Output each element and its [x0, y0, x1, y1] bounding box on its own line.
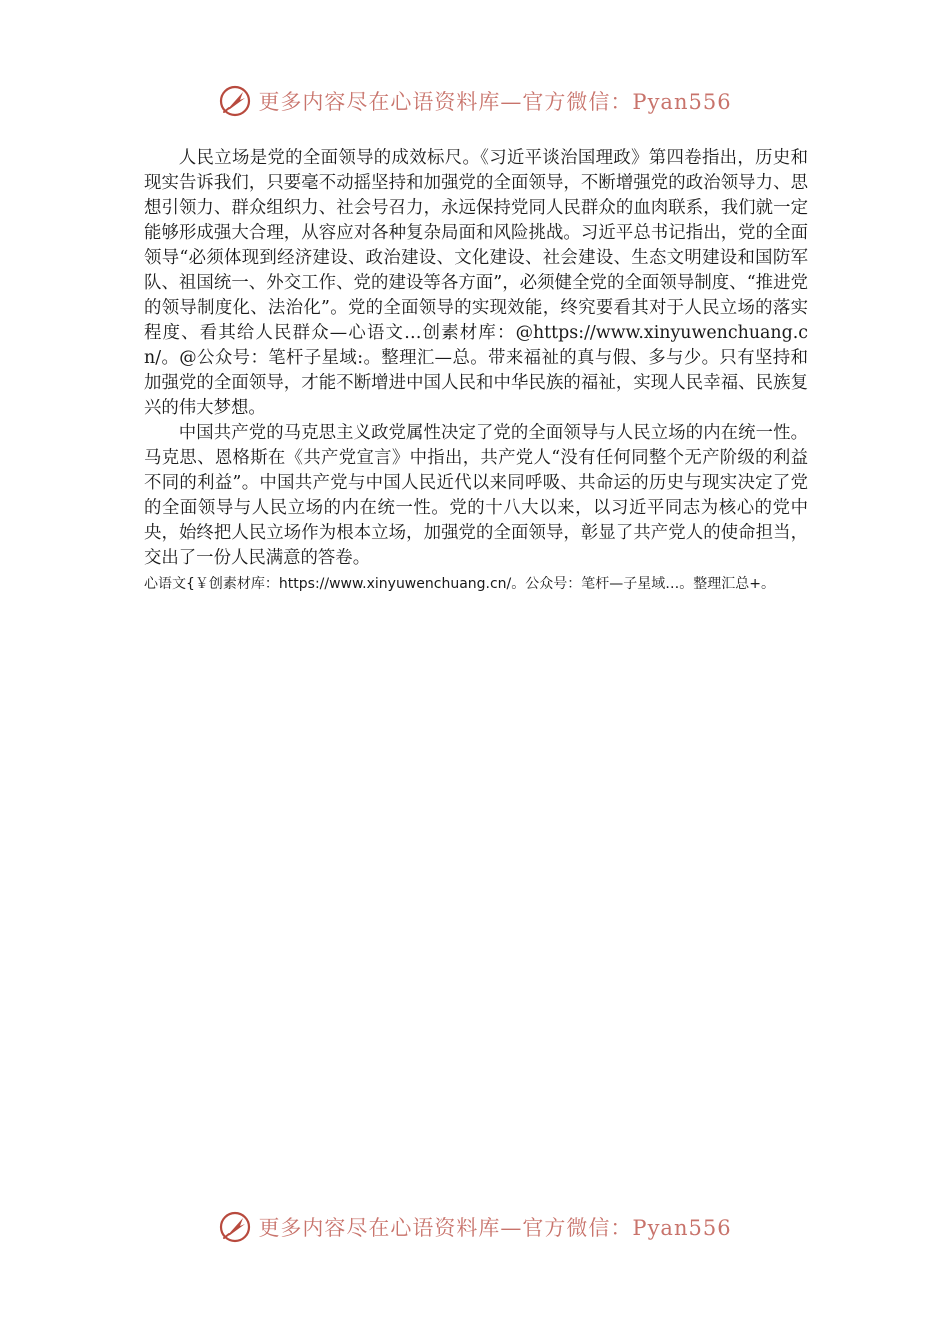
quill-logo-icon: [218, 1210, 252, 1244]
paragraph-2: 中国共产党的马克思主义政党属性决定了党的全面领导与人民立场的内在统一性。马克思、恩格斯在《共产党宣言》中指出，共产党人“没有任何同整个无产阶级的利益不同的利益”。中国共产党与中国人民近代以来同呼吸、共命运的历史与现实决定了党的全面领导与人民立场的内在统一性。党的十八大以来，以习近平同志为核心的党中央，始终把人民立场作为根本立场，加强党的全面领导，彰显了共产党人的使命担当，交出了一份人民满意的答卷。: [144, 423, 808, 568]
document-body: [144, 146, 808, 596]
footer-banner-text: 更多内容尽在心语资料库—官方微信：Pyan556: [258, 1216, 732, 1240]
paragraph-1: 人民立场是党的全面领导的成效标尺。《习近平谈治国理政》第四卷指出，历史和现实告诉我们，只要毫不动摇坚持和加强党的全面领导，不断增强党的政治领导力、思想引领力、群众组织力、社会号召力，永远保持党同人民群众的血肉联系，我们就一定能够形成强大合理，从容应对各种复杂局面和风险挑战。习近平总书记指出，党的全面领导“必须体现到经济建设、政治建设、文化建设、社会建设、生态文明建设和国防军队、祖国统一、外交工作、党的建设等各方面”，必须健全党的全面领导制度、“推进党的领导制度化、法治化”。党的全面领导的实现效能，终究要看其对于人民立场的落实程度、看其给人民群众—心语文…创素材库：@https://www.xinyuwenchuang.cn/。@公众号：笔杆子星域:。整理汇—总。带来福祉的真与假、多与少。只有坚持和加强党的全面领导，才能不断增进中国人民和中华民族的福祉，实现人民幸福、民族复兴的伟大梦想。: [144, 148, 808, 418]
quill-logo-icon: [218, 84, 252, 118]
header-banner-text: 更多内容尽在心语资料库—官方微信：Pyan556: [258, 90, 732, 114]
footer-banner: [0, 1210, 950, 1244]
source-note: 心语文{￥创素材库：https://www.xinyuwenchuang.cn/。公众号：笔杆—子星域…。整理汇总+。: [144, 576, 775, 592]
header-banner: [0, 84, 950, 118]
